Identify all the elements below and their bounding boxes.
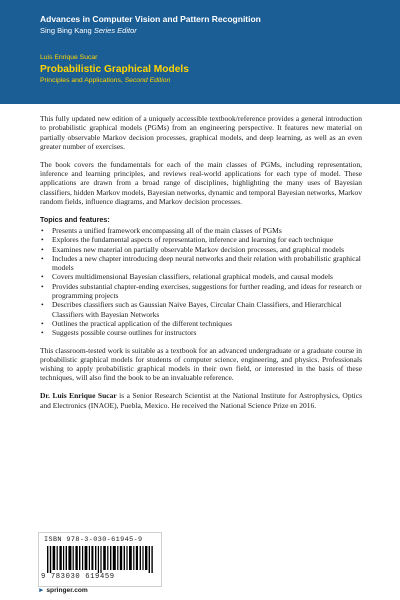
series-title: Advances in Computer Vision and Pattern Recognition <box>40 14 261 24</box>
book-edition: Second Edition <box>124 77 171 84</box>
topic-text: Describes classifiers such as Gaussian Naive Bayes, Circular Chain Classifiers, and Hierarchical Classifiers with Bayesian Networks <box>52 300 342 319</box>
series-info <box>40 14 261 36</box>
topics-list <box>40 226 362 338</box>
topic-text: Explores the fundamental aspects of representation, inference and learning for each technique <box>52 235 334 245</box>
overview-paragraph: The book covers the fundamentals for each of the main classes of PGMs, including representation, inference and learning principles, and reviews real-world applications for each type of model. These applications are drawn from a broad range of disciplines, highlighting the many uses of Bayesian classifiers, hidden Markov models, Bayesian networks, dynamic and temporal Bayesian networks, Markov random fields, influence diagrams, and Markov decision processes. <box>40 159 362 206</box>
series-editor-name: Sing Bing Kang <box>40 26 92 35</box>
topic-item <box>40 254 362 273</box>
topic-text: Provides substantial chapter-ending exercises, suggestions for further reading, and ideas for research or programming projects <box>52 281 362 301</box>
description-body <box>40 114 362 418</box>
bullet-icon: • <box>41 235 44 245</box>
springer-link-text: springer.com <box>46 587 88 594</box>
topic-item <box>40 245 362 254</box>
book-title: Probabilistic Graphical Models <box>40 64 189 75</box>
bullet-icon: • <box>41 328 44 338</box>
springer-link[interactable] <box>38 587 88 594</box>
author-bio <box>40 391 362 410</box>
topic-text: Examines new material on partially observable Markov decision processes, and graphical models <box>52 244 344 254</box>
topic-item <box>40 300 362 319</box>
series-editor <box>40 25 261 36</box>
bullet-icon: • <box>41 244 44 254</box>
topic-item <box>40 226 362 235</box>
topics-heading: Topics and features: <box>40 214 110 224</box>
book-info <box>40 53 189 86</box>
topic-item <box>40 235 362 244</box>
book-subtitle <box>40 76 189 86</box>
bullet-icon: • <box>41 300 44 310</box>
audience-paragraph: This classroom-tested work is suitable as a textbook for an advanced undergraduate or a graduate course in probabilistic graphical models for students of computer science, engineering, and physics. Professionals wishing to apply probabilistic graphical models in their own field, or interested in the basis of these techniques, will also find the book to be an invaluable reference. <box>40 345 362 383</box>
isbn-text: ISBN 978-3-030-61945-9 <box>44 536 143 544</box>
topic-item <box>40 328 362 337</box>
bullet-icon: • <box>41 253 44 263</box>
series-editor-role: Series Editor <box>93 26 137 35</box>
topic-text: Outlines the practical application of the different techniques <box>52 318 233 328</box>
topic-text: Covers multidimensional Bayesian classifiers, relational graphical models, and causal models <box>52 272 333 282</box>
book-author: Luis Enrique Sucar <box>40 54 98 61</box>
bullet-icon: • <box>41 225 44 235</box>
bullet-icon: • <box>41 281 44 291</box>
bio-text: is a Senior Research Scientist at the National Institute for Astrophysics, Optics and Electronics (INAOE), Puebla, Mexico. He received the National Science Prize en 2016. <box>40 391 362 410</box>
intro-paragraph: This fully updated new edition of a uniquely accessible textbook/reference provides a general introduction to probabilistic graphical models (PGMs) from an engineering perspective. It features new material on partially observable Markov decision processes, graphical models, and deep learning, as well as an even greater number of exercises. <box>40 114 362 151</box>
isbn-barcode-box <box>38 532 162 587</box>
topic-item <box>40 272 362 281</box>
bullet-icon: • <box>41 272 44 282</box>
topic-text: Presents a unified framework encompassing all of the main classes of PGMs <box>52 225 282 235</box>
header-band <box>0 0 400 104</box>
topic-text: Includes a new chapter introducing deep neural networks and their relation with probabilistic graphical models <box>52 253 361 273</box>
topic-item <box>40 282 362 301</box>
arrow-right-icon: ► <box>38 587 45 594</box>
barcode-icon <box>47 546 153 573</box>
book-subtitle-main: Principles and Applications, <box>40 77 123 84</box>
bullet-icon: • <box>41 318 44 328</box>
topic-text: Suggests possible course outlines for instructors <box>52 328 197 338</box>
barcode-digits: 9 783030 619459 <box>41 573 115 581</box>
topic-item <box>40 319 362 328</box>
bio-name: Dr. Luis Enrique Sucar <box>40 391 117 401</box>
